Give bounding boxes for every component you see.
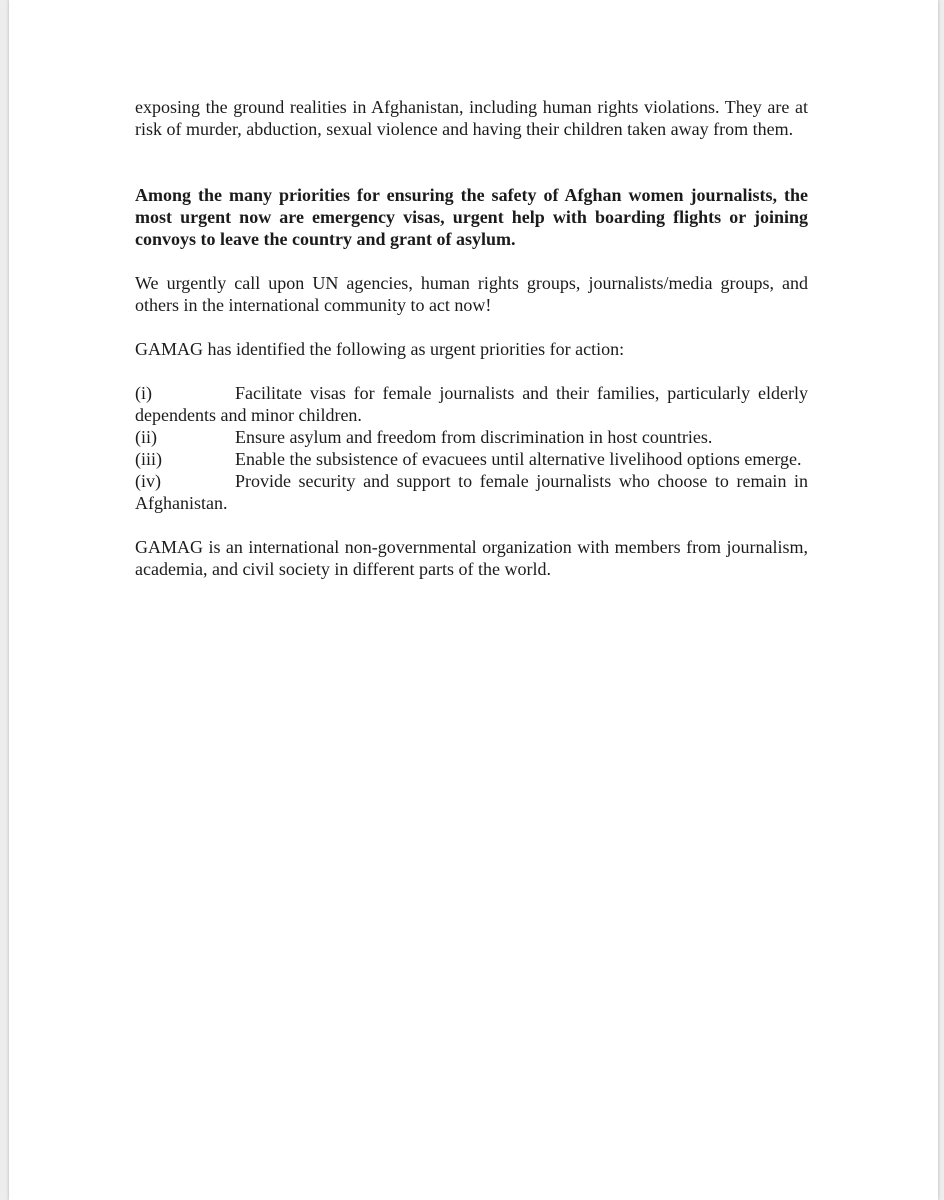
list-item-text: Enable the subsistence of evacuees until alternative livelihood options emerge.	[235, 449, 802, 469]
list-item	[135, 382, 808, 426]
list-item	[135, 426, 808, 448]
list-item-marker: (iii)	[135, 449, 162, 469]
list-item	[135, 470, 808, 514]
document-page	[9, 0, 938, 1200]
list-item-marker: (i)	[135, 383, 152, 403]
document-body	[135, 96, 808, 580]
paragraph-urgent-priorities-bold: Among the many priorities for ensuring the safety of Afghan women journalists, the most urgent now are emergency visas, urgent help with boarding flights or joining convoys to leave the country and grant of asylum.	[135, 185, 808, 249]
list-item	[135, 448, 808, 470]
paragraph-about-gamag: GAMAG is an international non-governmental organization with members from journalism, academia, and civil society in different parts of the world.	[135, 537, 808, 579]
list-item-text: Facilitate visas for female journalists and their families, particularly elderly dependents and minor children.	[135, 383, 808, 425]
paragraph-priorities-intro: GAMAG has identified the following as urgent priorities for action:	[135, 339, 625, 359]
priorities-list	[135, 382, 808, 514]
list-item-text: Ensure asylum and freedom from discrimination in host countries.	[235, 427, 713, 447]
paragraph-risks: exposing the ground realities in Afghanistan, including human rights violations. They are at risk of murder, abduction, sexual violence and having their children taken away from them.	[135, 97, 808, 139]
list-item-text: Provide security and support to female journalists who choose to remain in Afghanistan.	[135, 471, 808, 513]
list-item-marker: (iv)	[135, 471, 161, 491]
list-item-marker: (ii)	[135, 427, 157, 447]
paragraph-call-to-action: We urgently call upon UN agencies, human rights groups, journalists/media groups, and others in the international community to act now!	[135, 273, 808, 315]
